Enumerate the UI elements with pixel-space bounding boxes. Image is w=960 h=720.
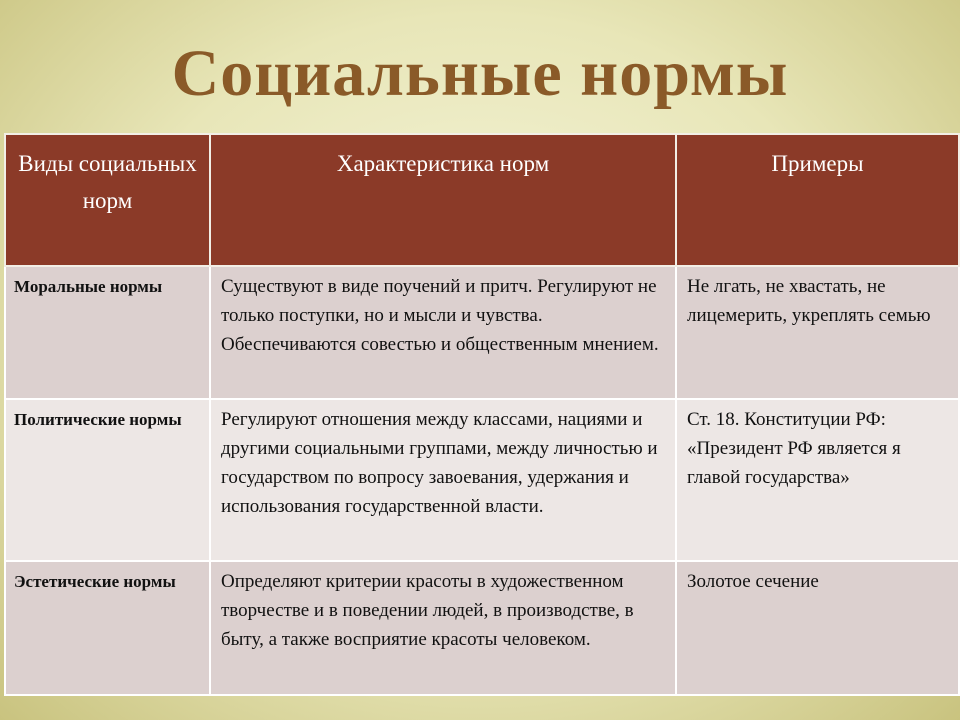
header-examples: Примеры bbox=[676, 134, 959, 266]
norm-name: Политические нормы bbox=[5, 399, 210, 561]
norm-examples: Ст. 18. Конституции РФ: «Президент РФ является я главой государства» bbox=[676, 399, 959, 561]
norm-name: Эстетические нормы bbox=[5, 561, 210, 695]
social-norms-table bbox=[4, 133, 960, 696]
norm-characteristic: Определяют критерии красоты в художественном творчестве и в поведении людей, в производстве, в быту, а также восприятие красоты человеком. bbox=[210, 561, 676, 695]
norm-characteristic: Существуют в виде поучений и притч. Регулируют не только поступки, но и мысли и чувства. Обеспечиваются совестью и общественным мнением. bbox=[210, 266, 676, 399]
header-characteristic: Характеристика норм bbox=[210, 134, 676, 266]
norm-examples: Золотое сечение bbox=[676, 561, 959, 695]
norm-examples: Не лгать, не хвастать, не лицемерить, укреплять семью bbox=[676, 266, 959, 399]
table-header-row bbox=[5, 134, 959, 266]
table-row bbox=[5, 561, 959, 695]
table-row bbox=[5, 266, 959, 399]
page-title: Социальные нормы bbox=[171, 37, 789, 110]
table-row bbox=[5, 399, 959, 561]
norm-characteristic: Регулируют отношения между классами, нациями и другими социальными группами, между личностью и государством по вопросу завоевания, удержания и использования государственной власти. bbox=[210, 399, 676, 561]
norm-name: Моральные нормы bbox=[5, 266, 210, 399]
header-norm-types: Виды социальных норм bbox=[5, 134, 210, 266]
